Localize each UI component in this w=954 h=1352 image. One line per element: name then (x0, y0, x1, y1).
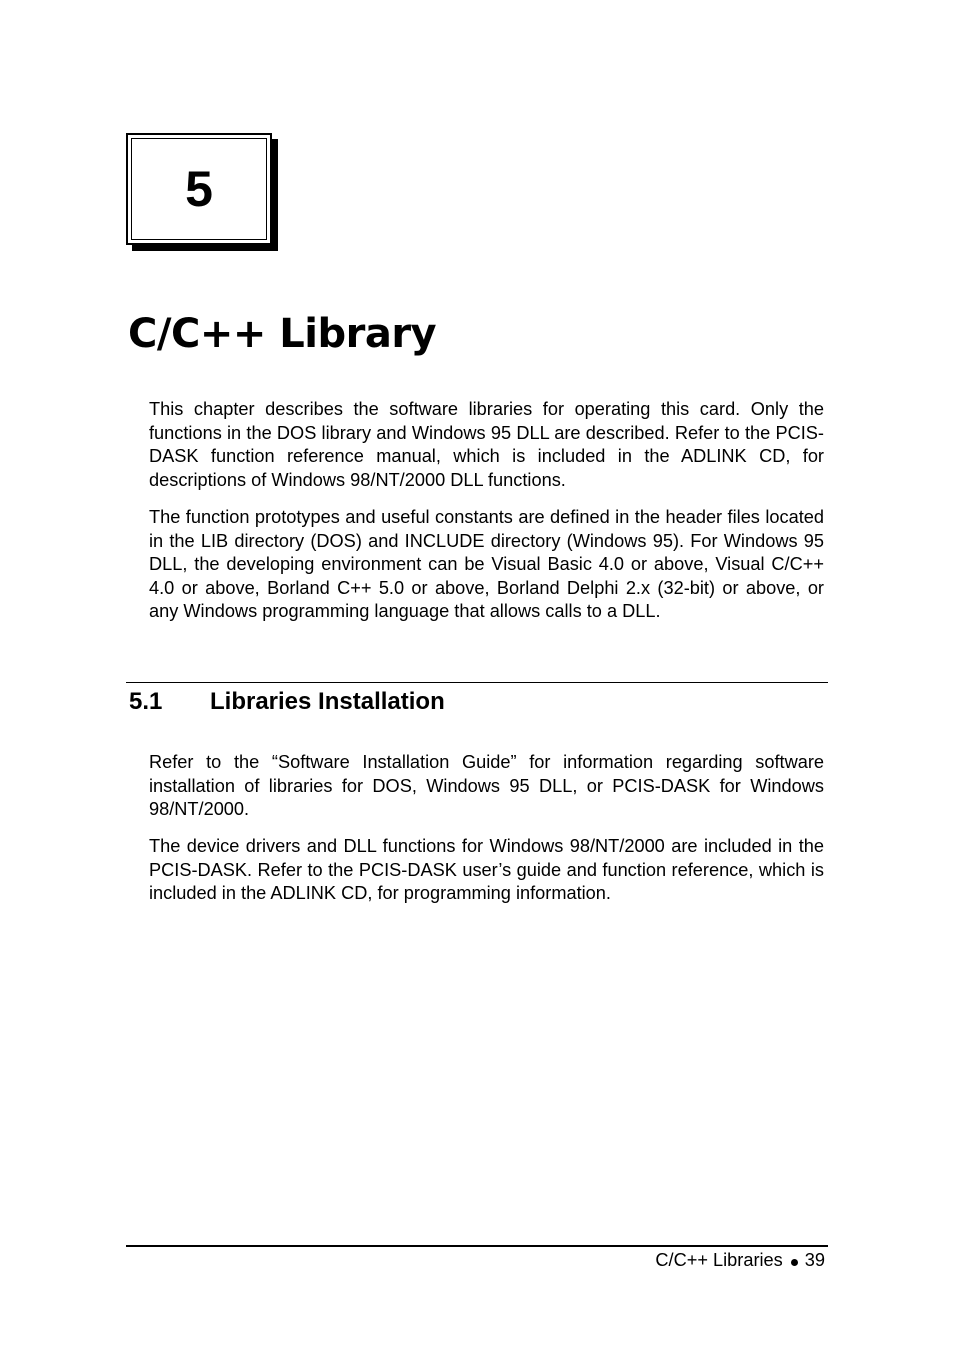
footer-section-label: C/C++ Libraries (655, 1250, 783, 1270)
page-number: 39 (804, 1250, 825, 1270)
chapter-title: C/C++ Library (128, 311, 437, 357)
chapter-number: 5 (185, 161, 213, 217)
bullet-icon (791, 1259, 798, 1266)
page-footer (655, 1248, 825, 1272)
section-number: 5.1 (129, 688, 163, 715)
section-heading (129, 686, 445, 718)
footer-divider (126, 1245, 828, 1247)
section-paragraph-1: Refer to the “Software Installation Guide” for information regarding software installation of libraries for DOS, Windows 95 DLL, or PCIS-DASK for Windows 98/NT/2000. (149, 752, 824, 820)
section-paragraph-2: The device drivers and DLL functions for Windows 98/NT/2000 are included in the PCIS-DASK. Refer to the PCIS-DASK user’s guide and function reference, which is included in the ADLINK CD, for programming information. (149, 836, 824, 904)
chapter-number-box (126, 133, 272, 245)
section-title: Libraries Installation (210, 688, 445, 715)
section-divider (126, 682, 828, 683)
intro-paragraph-2: The function prototypes and useful constants are defined in the header files located in the LIB directory (DOS) and INCLUDE directory (Windows 95). For Windows 95 DLL, the developing environment can be Visual Basic 4.0 or above, Visual C/C++ 4.0 or above, Borland C++ 5.0 or above, Borland Delphi 2.x (32-bit) or above, or any Windows programming language that allows calls to a DLL. (149, 507, 824, 622)
intro-paragraph-1: This chapter describes the software libraries for operating this card. Only the functions in the DOS library and Windows 95 DLL are described. Refer to the PCIS-DASK function reference manual, which is included in the ADLINK CD, for descriptions of Windows 98/NT/2000 DLL functions. (149, 399, 824, 490)
